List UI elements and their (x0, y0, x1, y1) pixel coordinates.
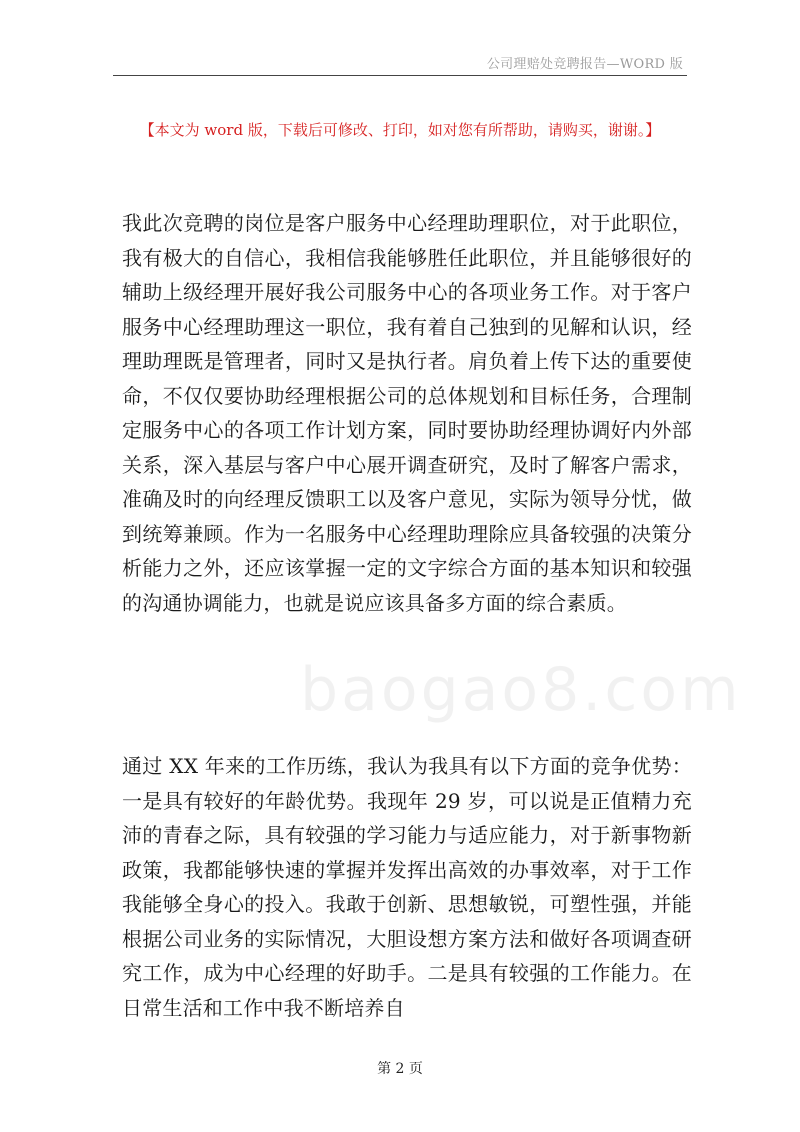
site-watermark: baogao8.com (300, 655, 742, 725)
page-number: 第 2 页 (377, 1061, 423, 1077)
header-divider (113, 75, 687, 76)
body-paragraph-1: 我此次竞聘的岗位是客户服务中心经理助理职位，对于此职位，我有极大的自信心，我相信我能够胜任此职位，并且能够很好的辅助上级经理开展好我公司服务中心的各项业务工作。对于客户服务中心经理助理这一职位，我有着自己独到的见解和认识，经理助理既是管理者，同时又是执行者。肩负着上传下达的重要使命，不仅仅要协助经理根据公司的总体规划和目标任务，合理制定服务中心的各项工作计划方案，同时要协助经理协调好内外部关系，深入基层与客户中心展开调查研究，及时了解客户需求，准确及时的向经理反馈职工以及客户意见，实际为领导分忧，做到统筹兼顾。作为一名服务中心经理助理除应具备较强的决策分析能力之外，还应该掌握一定的文字综合方面的基本知识和较强的沟通协调能力，也就是说应该具备多方面的综合素质。 (122, 211, 692, 615)
body-paragraph-2: 通过 XX 年来的工作历练，我认为我具有以下方面的竞争优势：一是具有较好的年龄优势。我现年 29 岁，可以说是正值精力充沛的青春之际，具有较强的学习能力与适应能力，对于新事物新政策，我都能够快速的掌握并发挥出高效的办事效率，对于工作我能够全身心的投入。我敢于创新、思想敏锐，可塑性强，并能根据公司业务的实际情况，大胆设想方案方法和做好各项调查研究工作，成为中心经理的好助手。二是具有较强的工作能力。在日常生活和工作中我不断培养自 (122, 754, 692, 1020)
purchase-notice: 【本文为 word 版，下载后可修改、打印，如对您有所帮助，请购买，谢谢。】 (139, 121, 661, 139)
document-header-title: 公司理赔处竞聘报告—WORD 版 (486, 57, 683, 72)
